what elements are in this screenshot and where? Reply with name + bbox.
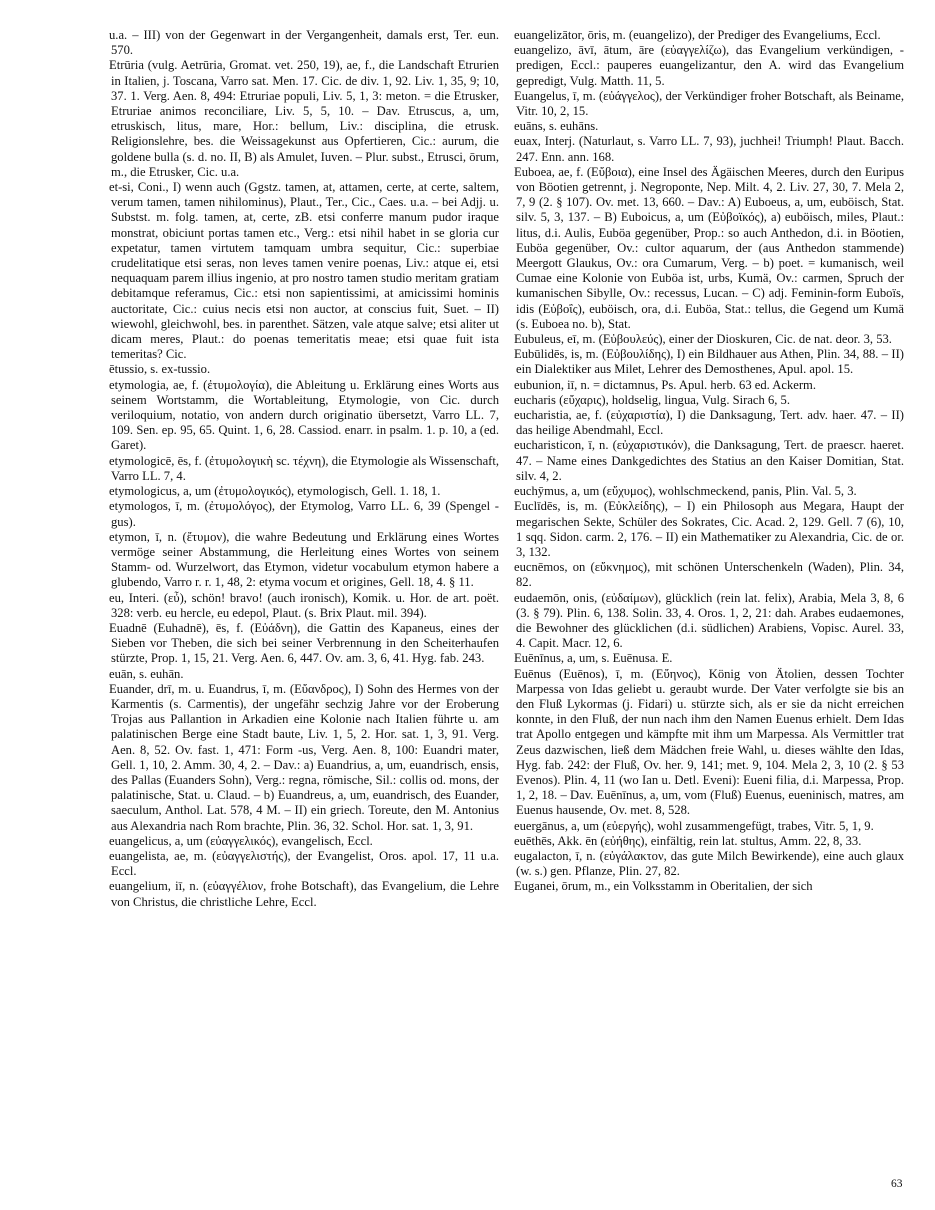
left-column xyxy=(111,28,499,910)
dictionary-entry: euangelicus, a, um (εὐαγγελικός), evangelisch, Eccl. xyxy=(109,833,373,848)
dictionary-entry: euangelizo, āvī, ātum, āre (εὐαγγελίζω), das Evangelium verkündigen, -predigen, Eccl.: pauperes euangelizantur, den A. wird das Evangelium gepredigt, Vulg. Matth. 11, 5. xyxy=(514,43,904,88)
dictionary-entry: Euangelus, ī, m. (εὐάγγελος), der Verkündiger froher Botschaft, als Beiname, Vitr. 10, 2, 15. xyxy=(514,88,904,119)
dictionary-entry: euchȳmus, a, um (εὔχυμος), wohlschmeckend, panis, Plin. Val. 5, 3. xyxy=(514,484,857,499)
dictionary-entry: eudaemōn, onis, (εὐδαίμων), glücklich (rein lat. felix), Arabia, Mela 3, 8, 6 (3. § 79). Plin. 6, 138. Solin. 33, 4. Oros. 1, 2, 21: dah. Arabes eudaemones, die Bewohner des glücklichen (d.i. südlichen) Arabiens, Vopisc. Aurel. 33, 4. Capit. Macr. 12, 6. xyxy=(514,590,904,651)
dictionary-entry: euax, Interj. (Naturlaut, s. Varro LL. 7, 93), juchhei! Triumph! Plaut. Bacch. 247. Enn. ann. 168. xyxy=(514,134,904,164)
dictionary-entry: euergānus, a, um (εὐεργής), wohl zusammengefügt, trabes, Vitr. 5, 1, 9. xyxy=(514,818,874,833)
dictionary-entry: Euboea, ae, f. (Εὔβοια), eine Insel des Ägäischen Meeres, durch den Euripus von Böotien getrennt, j. Negroponte, Nep. Milt. 4, 2. Liv. 27, 30, 7. Mela 2, 7, 9 (2. § 107). Ov. met. 13, 660. – Dav.: A) Euboeus, a, um, euböisch, Stat. silv. 5, 3, 137. – B) Euboicus, a, um (Εὐβοϊκός), a) euböisch, miles, Plaut.: litus, d.i. Aulis, Euböa gegenüber, Prop.: so auch Anthedon, d.i. in Böotien, Euböa gegenüber, Ov.: cultor aquarum, der (aus Anthedon stammende) Meergott Glaukus, Ov.: ora Cumarum, Verg. – b) poet. = kumanisch, weil Cumae eine Kolonie von Euböa ist, urbs, Kumä, Ov.: carmen, Spruch der kumanischen Sibylle, Ov.: recessus, Lucan. – C) adj. Feminin-form Euboïs, idis (Εὐβοΐς), euböisch, ora, d.i. Euböa, Stat.: tellus, die Gegend um Kumä (s. Euboea no. b), Stat. xyxy=(514,164,904,331)
dictionary-entry: eubunion, iī, n. = dictamnus, Ps. Apul. herb. 63 ed. Ackerm. xyxy=(514,377,816,392)
dictionary-entry: Etrūria (vulg. Aetrūria, Gromat. vet. 250, 19), ae, f., die Landschaft Etrurien in Italien, j. Toscana, Varro sat. Men. 17. Cic. de div. 1, 92. Liv. 1, 35, 9; 10, 37. 1. Verg. Aen. 8, 494: Etruriae populi, Liv. 5, 1, 3: meton. = die Etrusker, Etruriae animos reconciliare, Liv. 5, 5, 10. – Dav. Etruscus, a, um, etruskisch, litus, mare, Hor.: bellum, Liv.: disciplina, die etrusk. Religionslehre, bes. die Weissagekunst aus Opfertieren, Cic.: aurum, die goldene bulla (s. d. no. II, B) als Amulet, Iuven. – Plur. subst., Etrusci, ōrum, m., die Etrusker, Cic. u.a. xyxy=(109,58,499,179)
dictionary-entry: ētussio, s. ex-tussio. xyxy=(109,362,211,377)
right-column xyxy=(516,28,904,895)
dictionary-entry: u.a. – III) von der Gegenwart in der Vergangenheit, damals erst, Ter. eun. 570. xyxy=(109,28,499,58)
page-number: 63 xyxy=(891,1178,903,1190)
dictionary-entry: Eubuleus, eī, m. (Εὐβουλεύς), einer der Dioskuren, Cic. de nat. deor. 3, 53. xyxy=(514,332,892,347)
dictionary-entry: Eubūlidēs, is, m. (Εὐβουλίδης), I) ein Bildhauer aus Athen, Plin. 34, 88. – II) ein Dialektiker aus Milet, Lehrer des Demosthenes, Apul. apol. 15. xyxy=(514,347,904,377)
dictionary-entry: eucharisticon, ī, n. (εὐχαριστικόν), die Danksagung, Tert. de praescr. haeret. 47. – Name eines Dankgedichtes des Statius an den Kaiser Domitian, Stat. silv. 4, 2. xyxy=(514,438,904,483)
dictionary-entry: euēthēs, Akk. ēn (εὐήθης), einfältig, rein lat. stultus, Amm. 22, 8, 33. xyxy=(514,833,862,848)
dictionary-entry: Euclīdēs, is, m. (Εὐκλείδης), – I) ein Philosoph aus Megara, Haupt der megarischen Sekte, Schüler des Sokrates, Cic. Acad. 2, 129. Gell. 7 (6), 10, 1 sqq. Sidon. carm. 2, 176. – II) ein Mathematiker zu Alexandria, Cic. de or. 3, 132. xyxy=(514,499,904,559)
dictionary-entry: Euganei, ōrum, m., ein Volksstamm in Oberitalien, der sich xyxy=(514,879,813,894)
dictionary-entry: Euander, drī, m. u. Euandrus, ī, m. (Εὔανδρος), I) Sohn des Hermes von der Karmentis (s. Carmentis), der ungefähr sechzig Jahre vor der Eroberung Trojas aus Pallantion in Arkadien eine Kolonie nach Italien führte u. am palatinischen Berge eine Stadt baute, Liv. 1, 5, 2. Hor. sat. 1, 3, 91. Verg. Aen. 8, 52. Ov. fast. 1, 471: Form -us, Verg. Aen. 8, 100: Euandri mater, Gell. 1, 10, 2. Amm. 30, 4, 2. – Dav.: a) Euandrius, a, um, euandrisch, ensis, des Pallas (Euanders Sohn), Verg.: regna, römische, Sil.: collis od. mons, der palatinische, Stat. u. Claud. – b) Euandreus, a, um, euandrisch, des Euander, saeculum, Anthol. Lat. 578, 4 M. – II) ein griech. Toreute, den M. Antonius aus Alexandria nach Rom brachte, Plin. 36, 32. Schol. Hor. sat. 1, 3, 91. xyxy=(109,681,499,833)
dictionary-entry: euangelium, iī, n. (εὐαγγέλιον, frohe Botschaft), das Evangelium, die Lehre von Christus, die christliche Lehre, Eccl. xyxy=(109,879,499,909)
dictionary-entry: euāns, s. euhāns. xyxy=(514,119,599,134)
dictionary-entry: et-si, Coni., I) wenn auch (Ggstz. tamen, at, attamen, certe, at certe, saltem, verum tamen, tamen nihilominus), Plaut., Ter., Cic., Caes. u.a. – bei Adjj. u. Substst. m. folg. tamen, at, certe, zB. etsi conferre manum pudor iraque monstrat, obiciunt portas tamen etc., Verg.: etsi nihil habet in se gloria cur expetatur, tamen virtutem tamquam umbra sequitur, Cic.: superbiae crudelitatique etsi seras, non leves tamen venire poenas, Liv.: atque ei, etsi nequaquam parem illius ingenio, at pro nostro tamen studio meritam gratiam debitamque referamus, Cic.: etsi non sapientissimi, at amicissimi hominis auctoritate, Cic.: cuius necis etsi non auctor, at conscius fuit, Suet. – II) wiewohl, gleichwohl, bes. in parenthet. Sätzen, vale atque salve; etsi aliter ut dicam meres, Plaut.: do poenas temeritatis meae; etsi quae fuit ista temeritas? Cic. xyxy=(109,180,499,362)
dictionary-entry: eucharistia, ae, f. (εὐχαριστία), I) die Danksagung, Tert. adv. haer. 47. – II) das heilige Abendmahl, Eccl. xyxy=(514,408,904,438)
dictionary-entry: Euēnus (Euēnos), ī, m. (Εὔηνος), König von Ätolien, dessen Tochter Marpessa von Idas geliebt u. geraubt wurde. Der Vater verfolgte sie bis an den Fluß Lykormas (j. Fidari) u. stürzte sich, als er sie da nicht erreichen konnte, in den Fluß, der nun nach ihm den Namen Euenus erhielt. Dem Idas trat Apollo entgegen und kämpfte mit ihm um Marpessa. Als Vermittler trat Zeus dazwischen, ließ dem Mädchen freie Wahl, u. dieses wählte den Idas, Hyg. fab. 242: der Fluß, Ov. her. 9, 141; met. 9, 104. Mela 2, 3, 10 (2. § 53 Evenos). Plin. 4, 11 (wo Ian u. Detl. Eveni): Eueni filia, d.i. Marpessa, Prop. 1, 2, 18. – Dav. Euēnīnus, a, um, vom (Fluß) Euenus, eueninisch, matres, am Euenus hausende, Ov. met. 8, 528. xyxy=(514,666,904,818)
dictionary-entry: etymologos, ī, m. (ἐτυμολόγος), der Etymolog, Varro LL. 6, 39 (Spengel -gus). xyxy=(109,499,499,529)
dictionary-entry: etymologicus, a, um (ἐτυμολογικός), etymologisch, Gell. 1. 18, 1. xyxy=(109,484,441,499)
dictionary-entry: etymologia, ae, f. (ἐτυμολογία), die Ableitung u. Erklärung eines Worts aus seinem Wortstamm, die Wortableitung, Etymologie, von Cic. durch veriloquium, notatio, von andern durch originatio übersetzt, Varro LL. 7, 109. Sen. ep. 95, 65. Quint. 1, 6, 28. Cassiod. enarr. in psalm. 1. p. 10, a (ed. Garet). xyxy=(109,377,499,453)
dictionary-entry: euān, s. euhān. xyxy=(109,666,184,681)
dictionary-entry: eucnēmos, on (εὔκνημος), mit schönen Unterschenkeln (Waden), Plin. 34, 82. xyxy=(514,560,904,590)
dictionary-entry: eugalacton, ī, n. (εὐγάλακτον, das gute Milch Bewirkende), eine auch glaux (w. s.) gen. Pflanze, Plin. 27, 82. xyxy=(514,848,904,879)
dictionary-entry: eu, Interi. (εὖ), schön! bravo! (auch ironisch), Komik. u. Hor. de art. poët. 328: verb. eu hercle, eu edepol, Plaut. (s. Brix Plaut. mil. 394). xyxy=(109,590,499,620)
dictionary-entry: euangelista, ae, m. (εὐαγγελιστής), der Evangelist, Oros. apol. 17, 11 u.a. Eccl. xyxy=(109,848,499,879)
dictionary-entry: euangelizātor, ōris, m. (euangelizo), der Prediger des Evangeliums, Eccl. xyxy=(514,28,881,42)
dictionary-entry: etymologicē, ēs, f. (ἐτυμολογικὴ sc. τέχνη), die Etymologie als Wissenschaft, Varro LL. 7, 4. xyxy=(109,453,499,483)
dictionary-entry: etymon, ī, n. (ἔτυμον), die wahre Bedeutung und Erklärung eines Wortes vermöge seiner Abstammung, die Herleitung eines Wortes von seinem Stamm- od. Wurzelwort, das Etymon, videtur vocabulum etymon habere a glubendo, Varro r. r. 1, 48, 2: etyma vocum et origines, Gell. 18, 4. § 11. xyxy=(109,529,499,590)
dictionary-entry: Euēnīnus, a, um, s. Euēnusa. E. xyxy=(514,651,673,666)
dictionary-entry: eucharis (εὔχαρις), holdselig, lingua, Vulg. Sirach 6, 5. xyxy=(514,392,790,407)
dictionary-entry: Euadnē (Euhadnē), ēs, f. (Εὐάδνη), die Gattin des Kapaneus, eines der Sieben vor Theben, die sich bei seiner Verbrennung in den Scheiterhaufen stürzte, Prop. 1, 15, 21. Verg. Aen. 6, 447. Ov. am. 3, 6, 41. Hyg. fab. 243. xyxy=(109,620,499,666)
